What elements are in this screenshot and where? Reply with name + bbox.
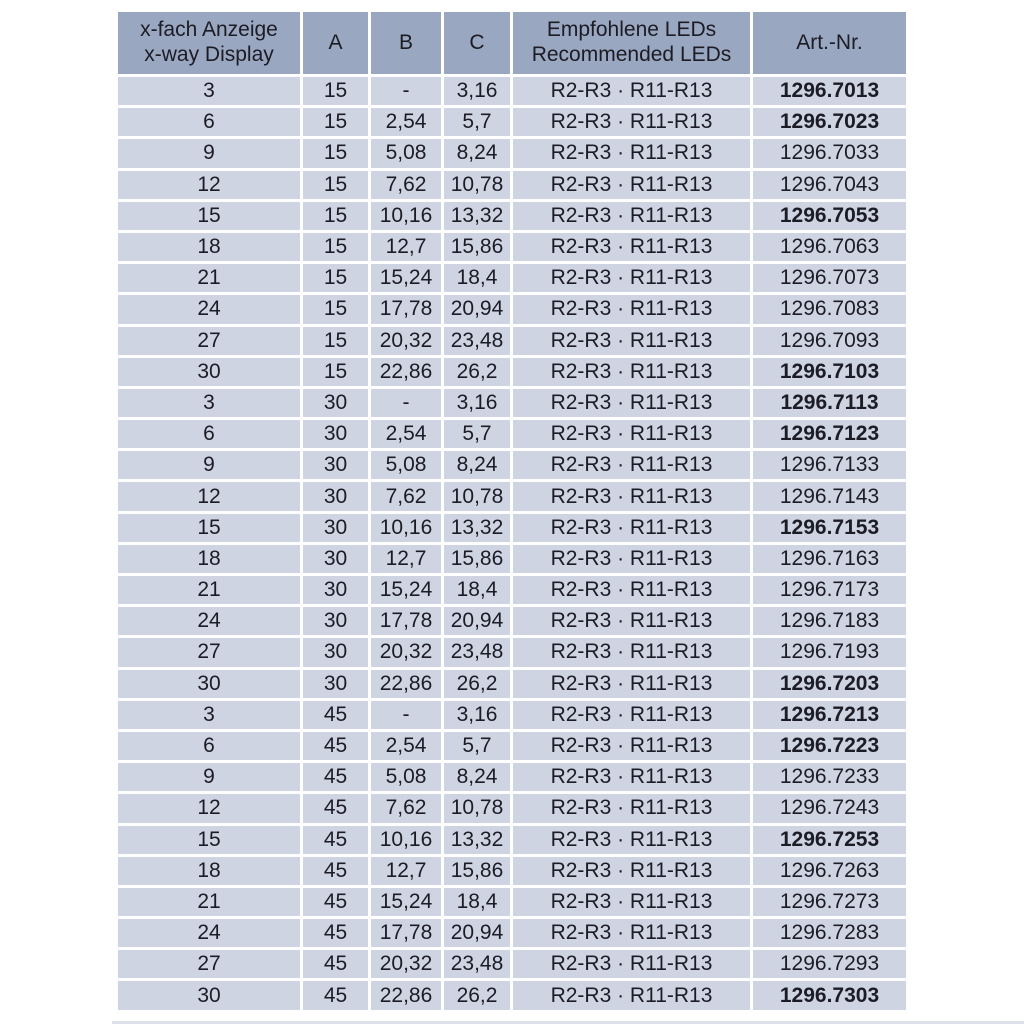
cell-display: 30 [118, 670, 300, 698]
table-row [118, 358, 906, 386]
cell-a: 30 [303, 638, 368, 666]
header-display-line-1: x-fach Anzeige [140, 18, 278, 42]
cell-c: 8,24 [444, 451, 510, 479]
cell-display: 3 [118, 701, 300, 729]
cell-c: 10,78 [444, 482, 510, 510]
cell-art-nr: 1296.7023 [753, 108, 906, 136]
cell-art-nr: 1296.7093 [753, 327, 906, 355]
table-body [118, 77, 906, 1010]
cell-b: 5,08 [371, 451, 441, 479]
cell-a: 30 [303, 670, 368, 698]
table-row [118, 108, 906, 136]
cell-display: 21 [118, 888, 300, 916]
cell-art-nr: 1296.7053 [753, 202, 906, 230]
cell-a: 30 [303, 482, 368, 510]
table-row [118, 77, 906, 105]
cell-a: 45 [303, 732, 368, 760]
cell-leds: R2-R3 · R11-R13 [513, 482, 750, 510]
cell-c: 26,2 [444, 670, 510, 698]
cell-display: 12 [118, 482, 300, 510]
cell-display: 12 [118, 794, 300, 822]
cell-leds: R2-R3 · R11-R13 [513, 202, 750, 230]
cell-leds: R2-R3 · R11-R13 [513, 451, 750, 479]
table-row [118, 794, 906, 822]
column-header-c: C [444, 12, 510, 74]
table-row [118, 545, 906, 573]
cell-display: 18 [118, 233, 300, 261]
cell-leds: R2-R3 · R11-R13 [513, 919, 750, 947]
table-row [118, 482, 906, 510]
column-header-art-nr: Art.-Nr. [753, 12, 906, 74]
cell-display: 18 [118, 857, 300, 885]
cell-leds: R2-R3 · R11-R13 [513, 545, 750, 573]
cell-b: 15,24 [371, 264, 441, 292]
led-spec-table [115, 9, 909, 1013]
cell-a: 15 [303, 358, 368, 386]
cell-c: 5,7 [444, 420, 510, 448]
cell-b: - [371, 77, 441, 105]
cell-c: 8,24 [444, 763, 510, 791]
cell-a: 45 [303, 981, 368, 1009]
cell-art-nr: 1296.7143 [753, 482, 906, 510]
cell-display: 15 [118, 826, 300, 854]
cell-b: 15,24 [371, 888, 441, 916]
cell-display: 15 [118, 202, 300, 230]
cell-display: 9 [118, 451, 300, 479]
cell-b: 22,86 [371, 358, 441, 386]
cell-leds: R2-R3 · R11-R13 [513, 701, 750, 729]
cell-a: 15 [303, 171, 368, 199]
cell-b: 7,62 [371, 794, 441, 822]
table-row [118, 826, 906, 854]
cell-a: 30 [303, 451, 368, 479]
table-row [118, 420, 906, 448]
cell-a: 15 [303, 264, 368, 292]
cell-display: 21 [118, 576, 300, 604]
cell-a: 45 [303, 826, 368, 854]
cell-c: 18,4 [444, 888, 510, 916]
cell-c: 10,78 [444, 794, 510, 822]
column-header-a: A [303, 12, 368, 74]
cell-display: 24 [118, 919, 300, 947]
table-row [118, 981, 906, 1009]
cell-display: 12 [118, 171, 300, 199]
cell-a: 45 [303, 888, 368, 916]
cell-art-nr: 1296.7063 [753, 233, 906, 261]
cell-leds: R2-R3 · R11-R13 [513, 670, 750, 698]
cell-b: 2,54 [371, 732, 441, 760]
cell-art-nr: 1296.7133 [753, 451, 906, 479]
cell-a: 30 [303, 607, 368, 635]
header-leds-line-2: Recommended LEDs [531, 43, 732, 66]
cell-a: 15 [303, 77, 368, 105]
cell-c: 20,94 [444, 919, 510, 947]
cell-a: 45 [303, 794, 368, 822]
cell-art-nr: 1296.7253 [753, 826, 906, 854]
table-row [118, 919, 906, 947]
cell-leds: R2-R3 · R11-R13 [513, 108, 750, 136]
cell-display: 6 [118, 108, 300, 136]
cell-leds: R2-R3 · R11-R13 [513, 389, 750, 417]
cell-b: 10,16 [371, 202, 441, 230]
cell-art-nr: 1296.7273 [753, 888, 906, 916]
table-row [118, 670, 906, 698]
cell-c: 23,48 [444, 327, 510, 355]
cell-b: 12,7 [371, 233, 441, 261]
table-row [118, 888, 906, 916]
cell-display: 6 [118, 732, 300, 760]
cell-art-nr: 1296.7033 [753, 139, 906, 167]
table-row [118, 607, 906, 635]
cell-art-nr: 1296.7193 [753, 638, 906, 666]
cell-art-nr: 1296.7183 [753, 607, 906, 635]
cell-a: 30 [303, 545, 368, 573]
cell-leds: R2-R3 · R11-R13 [513, 607, 750, 635]
cell-c: 8,24 [444, 139, 510, 167]
cell-b: 15,24 [371, 576, 441, 604]
table-row [118, 763, 906, 791]
table-row [118, 295, 906, 323]
cell-a: 45 [303, 857, 368, 885]
cell-b: 22,86 [371, 981, 441, 1009]
cell-art-nr: 1296.7153 [753, 514, 906, 542]
column-header-display [118, 12, 300, 74]
cell-display: 3 [118, 389, 300, 417]
table-row [118, 451, 906, 479]
cell-a: 15 [303, 233, 368, 261]
table-row [118, 202, 906, 230]
cell-b: - [371, 389, 441, 417]
cell-leds: R2-R3 · R11-R13 [513, 981, 750, 1009]
table-row [118, 171, 906, 199]
cell-b: 20,32 [371, 950, 441, 978]
table-row [118, 950, 906, 978]
cell-c: 18,4 [444, 264, 510, 292]
cell-display: 6 [118, 420, 300, 448]
cell-c: 15,86 [444, 545, 510, 573]
cell-a: 30 [303, 389, 368, 417]
cell-c: 23,48 [444, 950, 510, 978]
cell-b: 5,08 [371, 139, 441, 167]
cell-art-nr: 1296.7163 [753, 545, 906, 573]
cell-c: 26,2 [444, 358, 510, 386]
cell-art-nr: 1296.7103 [753, 358, 906, 386]
cell-display: 27 [118, 638, 300, 666]
cell-leds: R2-R3 · R11-R13 [513, 295, 750, 323]
cell-c: 13,32 [444, 514, 510, 542]
cell-c: 20,94 [444, 295, 510, 323]
cell-display: 18 [118, 545, 300, 573]
cell-c: 23,48 [444, 638, 510, 666]
cell-art-nr: 1296.7073 [753, 264, 906, 292]
cell-leds: R2-R3 · R11-R13 [513, 420, 750, 448]
cell-b: 2,54 [371, 108, 441, 136]
cell-a: 15 [303, 108, 368, 136]
cell-leds: R2-R3 · R11-R13 [513, 514, 750, 542]
cell-art-nr: 1296.7293 [753, 950, 906, 978]
cell-b: 10,16 [371, 826, 441, 854]
cell-c: 5,7 [444, 732, 510, 760]
cell-display: 3 [118, 77, 300, 105]
cell-leds: R2-R3 · R11-R13 [513, 794, 750, 822]
cell-c: 3,16 [444, 77, 510, 105]
cell-art-nr: 1296.7203 [753, 670, 906, 698]
cell-leds: R2-R3 · R11-R13 [513, 576, 750, 604]
header-row [118, 12, 906, 74]
cell-a: 30 [303, 420, 368, 448]
cell-c: 20,94 [444, 607, 510, 635]
cell-c: 26,2 [444, 981, 510, 1009]
cell-art-nr: 1296.7083 [753, 295, 906, 323]
cell-c: 18,4 [444, 576, 510, 604]
cell-leds: R2-R3 · R11-R13 [513, 264, 750, 292]
cell-leds: R2-R3 · R11-R13 [513, 732, 750, 760]
cell-a: 45 [303, 763, 368, 791]
table-row [118, 389, 906, 417]
cell-a: 45 [303, 950, 368, 978]
table-row [118, 638, 906, 666]
cell-b: 17,78 [371, 607, 441, 635]
cell-c: 5,7 [444, 108, 510, 136]
cell-art-nr: 1296.7213 [753, 701, 906, 729]
cell-c: 3,16 [444, 701, 510, 729]
cell-leds: R2-R3 · R11-R13 [513, 171, 750, 199]
cell-a: 30 [303, 514, 368, 542]
cell-a: 15 [303, 139, 368, 167]
cell-b: 7,62 [371, 482, 441, 510]
cell-leds: R2-R3 · R11-R13 [513, 638, 750, 666]
cell-c: 13,32 [444, 826, 510, 854]
cell-display: 27 [118, 327, 300, 355]
cell-art-nr: 1296.7233 [753, 763, 906, 791]
cell-display: 15 [118, 514, 300, 542]
cell-art-nr: 1296.7263 [753, 857, 906, 885]
column-header-leds [513, 12, 750, 74]
cell-leds: R2-R3 · R11-R13 [513, 763, 750, 791]
cell-b: 12,7 [371, 545, 441, 573]
cell-display: 9 [118, 763, 300, 791]
table-row [118, 327, 906, 355]
cell-leds: R2-R3 · R11-R13 [513, 888, 750, 916]
cell-leds: R2-R3 · R11-R13 [513, 327, 750, 355]
cell-art-nr: 1296.7223 [753, 732, 906, 760]
cell-display: 30 [118, 358, 300, 386]
table-row [118, 514, 906, 542]
cell-leds: R2-R3 · R11-R13 [513, 77, 750, 105]
cell-display: 30 [118, 981, 300, 1009]
table-row [118, 701, 906, 729]
cell-display: 9 [118, 139, 300, 167]
header-leds-line-1: Empfohlene LEDs [546, 18, 717, 42]
cell-art-nr: 1296.7243 [753, 794, 906, 822]
cell-display: 27 [118, 950, 300, 978]
cell-c: 3,16 [444, 389, 510, 417]
cell-a: 45 [303, 919, 368, 947]
cell-b: 12,7 [371, 857, 441, 885]
cell-b: 17,78 [371, 295, 441, 323]
cell-art-nr: 1296.7303 [753, 981, 906, 1009]
cell-c: 13,32 [444, 202, 510, 230]
column-header-b: B [371, 12, 441, 74]
cell-display: 24 [118, 295, 300, 323]
cell-b: 5,08 [371, 763, 441, 791]
cell-leds: R2-R3 · R11-R13 [513, 358, 750, 386]
cell-c: 15,86 [444, 233, 510, 261]
cell-art-nr: 1296.7283 [753, 919, 906, 947]
cell-display: 21 [118, 264, 300, 292]
cell-leds: R2-R3 · R11-R13 [513, 139, 750, 167]
cell-art-nr: 1296.7013 [753, 77, 906, 105]
cell-b: 22,86 [371, 670, 441, 698]
table-row [118, 139, 906, 167]
cell-a: 45 [303, 701, 368, 729]
cell-c: 10,78 [444, 171, 510, 199]
table-row [118, 233, 906, 261]
cell-art-nr: 1296.7173 [753, 576, 906, 604]
cell-art-nr: 1296.7123 [753, 420, 906, 448]
cell-b: 7,62 [371, 171, 441, 199]
table-row [118, 576, 906, 604]
cell-a: 15 [303, 295, 368, 323]
cell-b: - [371, 701, 441, 729]
cell-art-nr: 1296.7043 [753, 171, 906, 199]
cell-leds: R2-R3 · R11-R13 [513, 826, 750, 854]
cell-b: 20,32 [371, 638, 441, 666]
cell-b: 17,78 [371, 919, 441, 947]
cell-b: 2,54 [371, 420, 441, 448]
table-header [118, 12, 906, 74]
cell-leds: R2-R3 · R11-R13 [513, 857, 750, 885]
table-row [118, 264, 906, 292]
cell-display: 24 [118, 607, 300, 635]
cell-b: 20,32 [371, 327, 441, 355]
cell-b: 10,16 [371, 514, 441, 542]
cell-a: 15 [303, 202, 368, 230]
cell-leds: R2-R3 · R11-R13 [513, 233, 750, 261]
header-display-line-2: x-way Display [144, 43, 274, 66]
cell-a: 30 [303, 576, 368, 604]
cell-leds: R2-R3 · R11-R13 [513, 950, 750, 978]
cell-art-nr: 1296.7113 [753, 389, 906, 417]
table-row [118, 732, 906, 760]
cell-c: 15,86 [444, 857, 510, 885]
table-row [118, 857, 906, 885]
cell-a: 15 [303, 327, 368, 355]
